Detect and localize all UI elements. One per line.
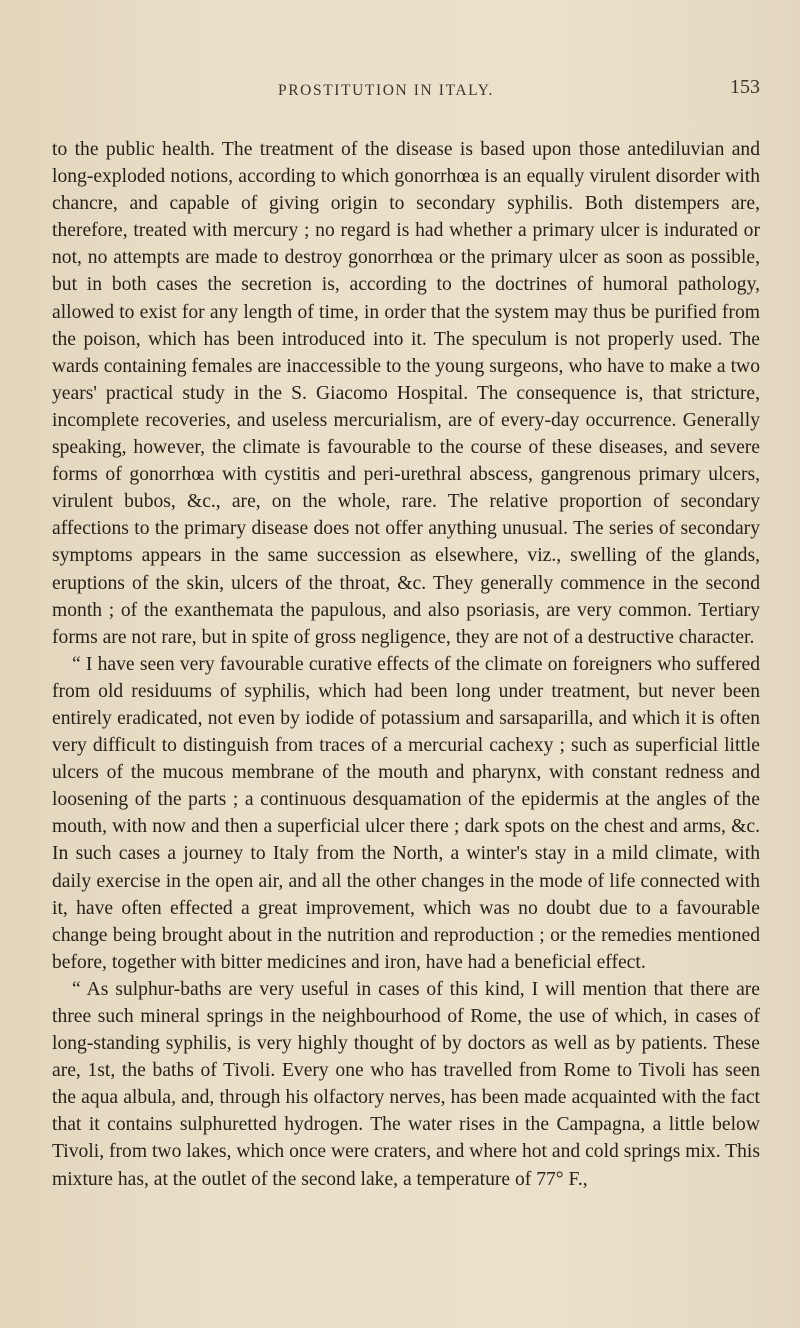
running-head bbox=[52, 0, 760, 104]
paragraph-continuation: to the public health. The treatment of the disease is based upon those antediluvian and long-exploded notions, according to which gonorrhœa is an equally virulent disorder with chancre, and capable of giving origin to secondary syphilis. Both distempers are, therefore, treated with mercury ; no regard is had whether a primary ulcer is indurated or not, no attempts are made to destroy gonorrhœa or the primary ulcer as soon as possible, but in both cases the secretion is, according to the doctrines of humoral pathology, allowed to exist for any length of time, in order that the system may thus be purified from the poison, which has been introduced into it. The speculum is not properly used. The wards containing females are inaccessible to the young surgeons, who have to make a two years' practical study in the S. Giacomo Hospital. The consequence is, that stricture, incomplete recoveries, and useless mercurialism, are of every-day occurrence. Generally speaking, however, the climate is favourable to the course of these diseases, and severe forms of gonorrhœa with cystitis and peri-urethral abscess, gangrenous primary ulcers, virulent bubos, &c., are, on the whole, rare. The relative proportion of secondary affections to the primary disease does not offer anything unusual. The series of secondary symptoms appears in the same succession as elsewhere, viz., swelling of the glands, eruptions of the skin, ulcers of the throat, &c. They generally commence in the second month ; of the exanthemata the papulous, and also psoriasis, are very common. Tertiary forms are not rare, but in spite of gross negligence, they are not of a destructive character. bbox=[52, 139, 760, 648]
body-text bbox=[52, 136, 760, 1193]
paragraph-quote-sulphur-baths: “ As sulphur-baths are very useful in cases of this kind, I will mention that there are three such mineral springs in the neighbourhood of Rome, the use of which, in cases of long-standing syphilis, is very highly thought of by doctors as well as by patients. These are, 1st, the baths of Tivoli. Every one who has travelled from Rome to Tivoli has seen the aqua albula, and, through his olfactory nerves, has been made acquainted with the fact that it contains sulphuretted hydrogen. The water rises in the Campagna, a little below Tivoli, from two lakes, which once were craters, and where hot and cold springs mix. This mixture has, at the outlet of the second lake, a temperature of 77° F., bbox=[52, 978, 760, 1190]
page-number: 153 bbox=[730, 76, 760, 98]
running-title: PROSTITUTION IN ITALY. bbox=[278, 82, 494, 99]
paragraph-quote-climate: “ I have seen very favourable curative effects of the climate on foreigners who suffered from old residuums of syphilis, which had been long under treatment, but never been entirely eradicated, not even by iodide of potassium and sarsaparilla, and which it is often very difficult to distinguish from traces of a mercurial cachexy ; such as superficial little ulcers of the mucous membrane of the mouth and pharynx, with constant redness and loosening of the parts ; a continuous desquamation of the epidermis at the angles of the mouth, with now and then a superficial ulcer there ; dark spots on the chest and arms, &c. In such cases a journey to Italy from the North, a winter's stay in a mild climate, with daily exercise in the open air, and all the other changes in the mode of life connected with it, have often effected a great improvement, which was no doubt due to a favourable change being brought about in the nutrition and reproduction ; or the remedies mentioned before, together with bitter medicines and iron, have had a beneficial effect. bbox=[52, 653, 760, 973]
